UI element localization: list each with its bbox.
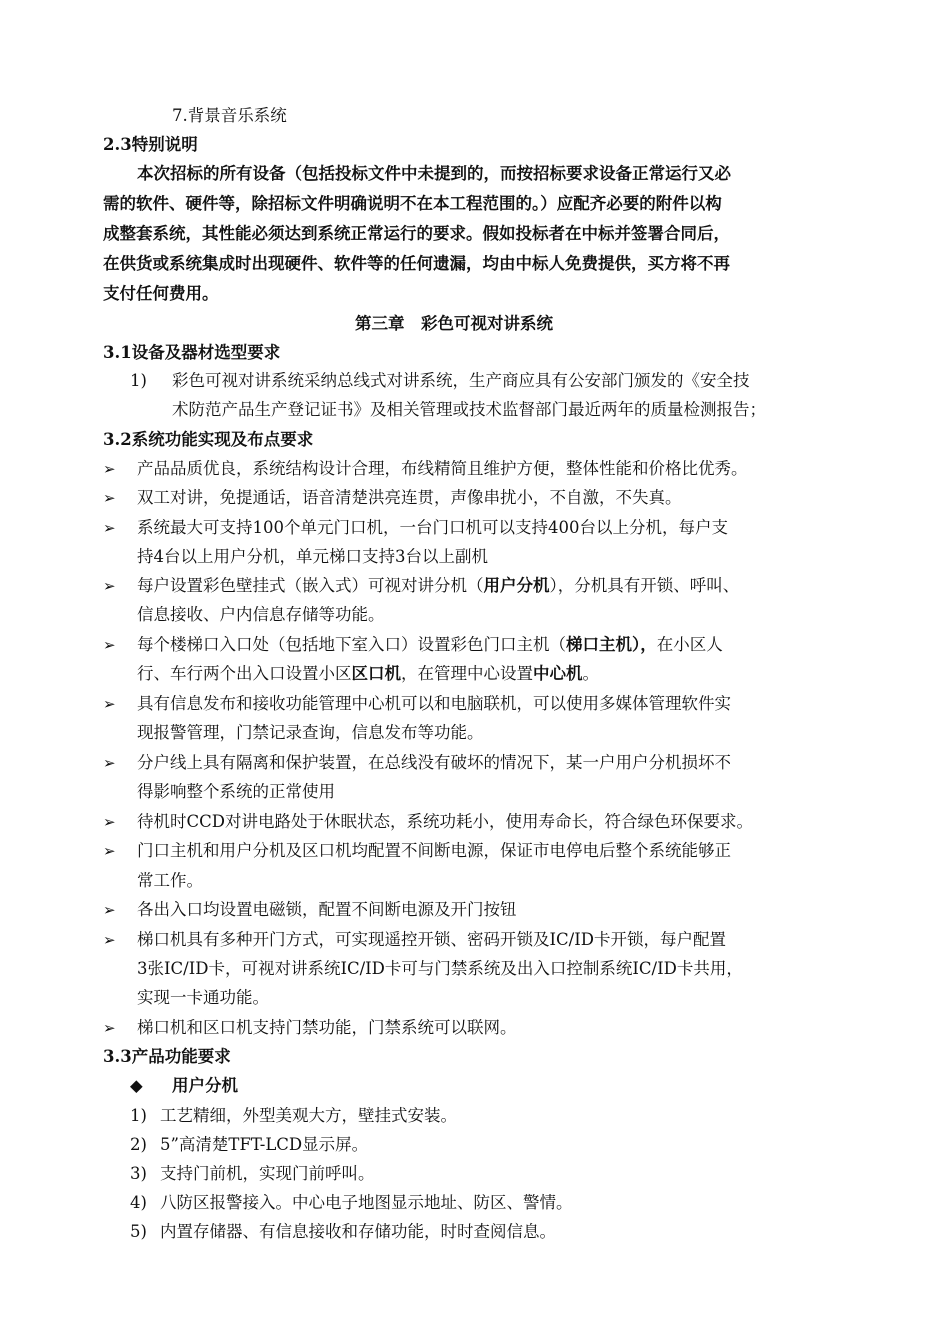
bullet-arrow-icon: ➢: [103, 1019, 116, 1037]
bullet-arrow-icon: ➢: [103, 577, 116, 595]
paragraph-line: 在供货或系统集成时出现硬件、软件等的任何遗漏，均由中标人免费提供，买方将不再: [103, 254, 730, 273]
list-item-line: 术防范产品生产登记证书》及相关管理或技术监督部门最近两年的质量检测报告；: [172, 400, 766, 419]
list-item: 内置存储器、有信息接收和存储功能，时时查阅信息。: [160, 1222, 556, 1241]
bold-term: 区口机: [351, 664, 401, 683]
list-number: 1): [130, 1106, 147, 1125]
bullet-item-line: [137, 664, 599, 684]
paragraph-line: 本次招标的所有设备（包括投标文件中未提到的，而按招标要求设备正常运行又必: [137, 164, 731, 183]
bullet-item-line: 门口主机和用户分机及区口机均配置不间断电源，保证市电停电后整个系统能够正: [137, 841, 731, 860]
list-number: 3): [130, 1164, 147, 1183]
text-run: ，在管理中心设置: [401, 664, 533, 683]
bold-term: 中心机: [533, 664, 583, 683]
paragraph-line: 需的软件、硬件等，除招标文件明确说明不在本工程范围的。）应配齐必要的附件以构: [103, 194, 722, 213]
section-3-2-heading: 3.2系统功能实现及布点要求: [103, 430, 314, 449]
list-number: 5): [130, 1222, 147, 1241]
bullet-arrow-icon: ➢: [103, 695, 116, 713]
chapter-3-title: 第三章 彩色可视对讲系统: [355, 314, 553, 333]
bold-term: 用户分机: [483, 576, 550, 595]
bullet-item-line: 实现一卡通功能。: [137, 988, 269, 1007]
bullet-arrow-icon: ➢: [103, 519, 116, 537]
section-3-1-heading: 3.1设备及器材选型要求: [103, 343, 281, 362]
bullet-item: 双工对讲，免提通话，语音清楚洪亮连贯，声像串扰小，不自激，不失真。: [137, 488, 682, 507]
list-item: 工艺精细，外型美观大方，壁挂式安装。: [160, 1106, 457, 1125]
list-item: 八防区报警接入。中心电子地图显示地址、防区、警情。: [160, 1193, 573, 1212]
text-run: ），分机具有开锁、呼叫、: [549, 576, 740, 595]
list-item-line: 彩色可视对讲系统采纳总线式对讲系统，生产商应具有公安部门颁发的《安全技: [172, 371, 750, 390]
text-run: 每户设置彩色壁挂式（嵌入式）可视对讲分机（: [137, 576, 484, 595]
paragraph-line: 支付任何费用。: [103, 284, 219, 303]
bullet-arrow-icon: ➢: [103, 754, 116, 772]
text-run: 。: [582, 664, 599, 683]
paragraph-line: 成整套系统，其性能必须达到系统正常运行的要求。假如投标者在中标并签署合同后，: [103, 224, 730, 243]
bold-term: 梯口主机），: [566, 635, 657, 654]
bullet-item: 梯口机和区口机支持门禁功能，门禁系统可以联网。: [137, 1018, 517, 1037]
bullet-arrow-icon: ➢: [103, 931, 116, 949]
bullet-arrow-icon: ➢: [103, 636, 116, 654]
list-item: 支持门前机，实现门前呼叫。: [160, 1164, 375, 1183]
bullet-item-line: 常工作。: [137, 871, 203, 890]
bullet-arrow-icon: ➢: [103, 813, 116, 831]
text-run: 每个楼梯口入口处（包括地下室入口）设置彩色门口主机（: [137, 635, 566, 654]
list-item-7: 7.背景音乐系统: [172, 106, 287, 125]
bullet-item-line: 3张IC/ID卡，可视对讲系统IC/ID卡可与门禁系统及出入口控制系统IC/ID卡共用，: [137, 959, 743, 978]
bullet-item-line: 具有信息发布和接收功能管理中心机可以和电脑联机，可以使用多媒体管理软件实: [137, 694, 731, 713]
bullet-item-line: 得影响整个系统的正常使用: [137, 782, 335, 801]
bullet-arrow-icon: ➢: [103, 842, 116, 860]
list-number: 4): [130, 1193, 147, 1212]
subsection-title: 用户分机: [172, 1076, 238, 1095]
bullet-item: 待机时CCD对讲电路处于休眠状态，系统功耗小，使用寿命长，符合绿色环保要求。: [137, 812, 753, 831]
text-run: 在小区人: [656, 635, 723, 654]
list-number: 2): [130, 1135, 147, 1154]
bullet-item-line: 梯口机具有多种开门方式，可实现遥控开锁、密码开锁及IC/ID卡开锁，每户配置: [137, 930, 726, 949]
bullet-item: 各出入口均设置电磁锁，配置不间断电源及开门按钮: [137, 900, 517, 919]
diamond-bullet-icon: ◆: [130, 1076, 143, 1095]
section-2-3-heading: 2.3特别说明: [103, 135, 198, 154]
bullet-item-line: 分户线上具有隔离和保护装置，在总线没有破坏的情况下，某一户用户分机损坏不: [137, 753, 731, 772]
bullet-arrow-icon: ➢: [103, 460, 116, 478]
text-run: 行、车行两个出入口设置小区: [137, 664, 352, 683]
bullet-item-line: 信息接收、户内信息存储等功能。: [137, 605, 385, 624]
bullet-item: 产品品质优良，系统结构设计合理，布线精简且维护方便，整体性能和价格比优秀。: [137, 459, 748, 478]
bullet-item-line: 持4台以上用户分机，单元梯口支持3台以上副机: [137, 547, 488, 566]
bullet-arrow-icon: ➢: [103, 489, 116, 507]
bullet-item-line: 系统最大可支持100个单元门口机，一台门口机可以支持400台以上分机，每户支: [137, 518, 728, 537]
section-3-3-heading: 3.3产品功能要求: [103, 1047, 231, 1066]
bullet-item-line: [137, 635, 723, 655]
list-number: 1): [130, 371, 147, 390]
bullet-arrow-icon: ➢: [103, 901, 116, 919]
bullet-item-line: 现报警管理，门禁记录查询，信息发布等功能。: [137, 723, 484, 742]
bullet-item-line: [137, 576, 739, 596]
list-item: 5”高清楚TFT-LCD显示屏。: [160, 1135, 369, 1154]
